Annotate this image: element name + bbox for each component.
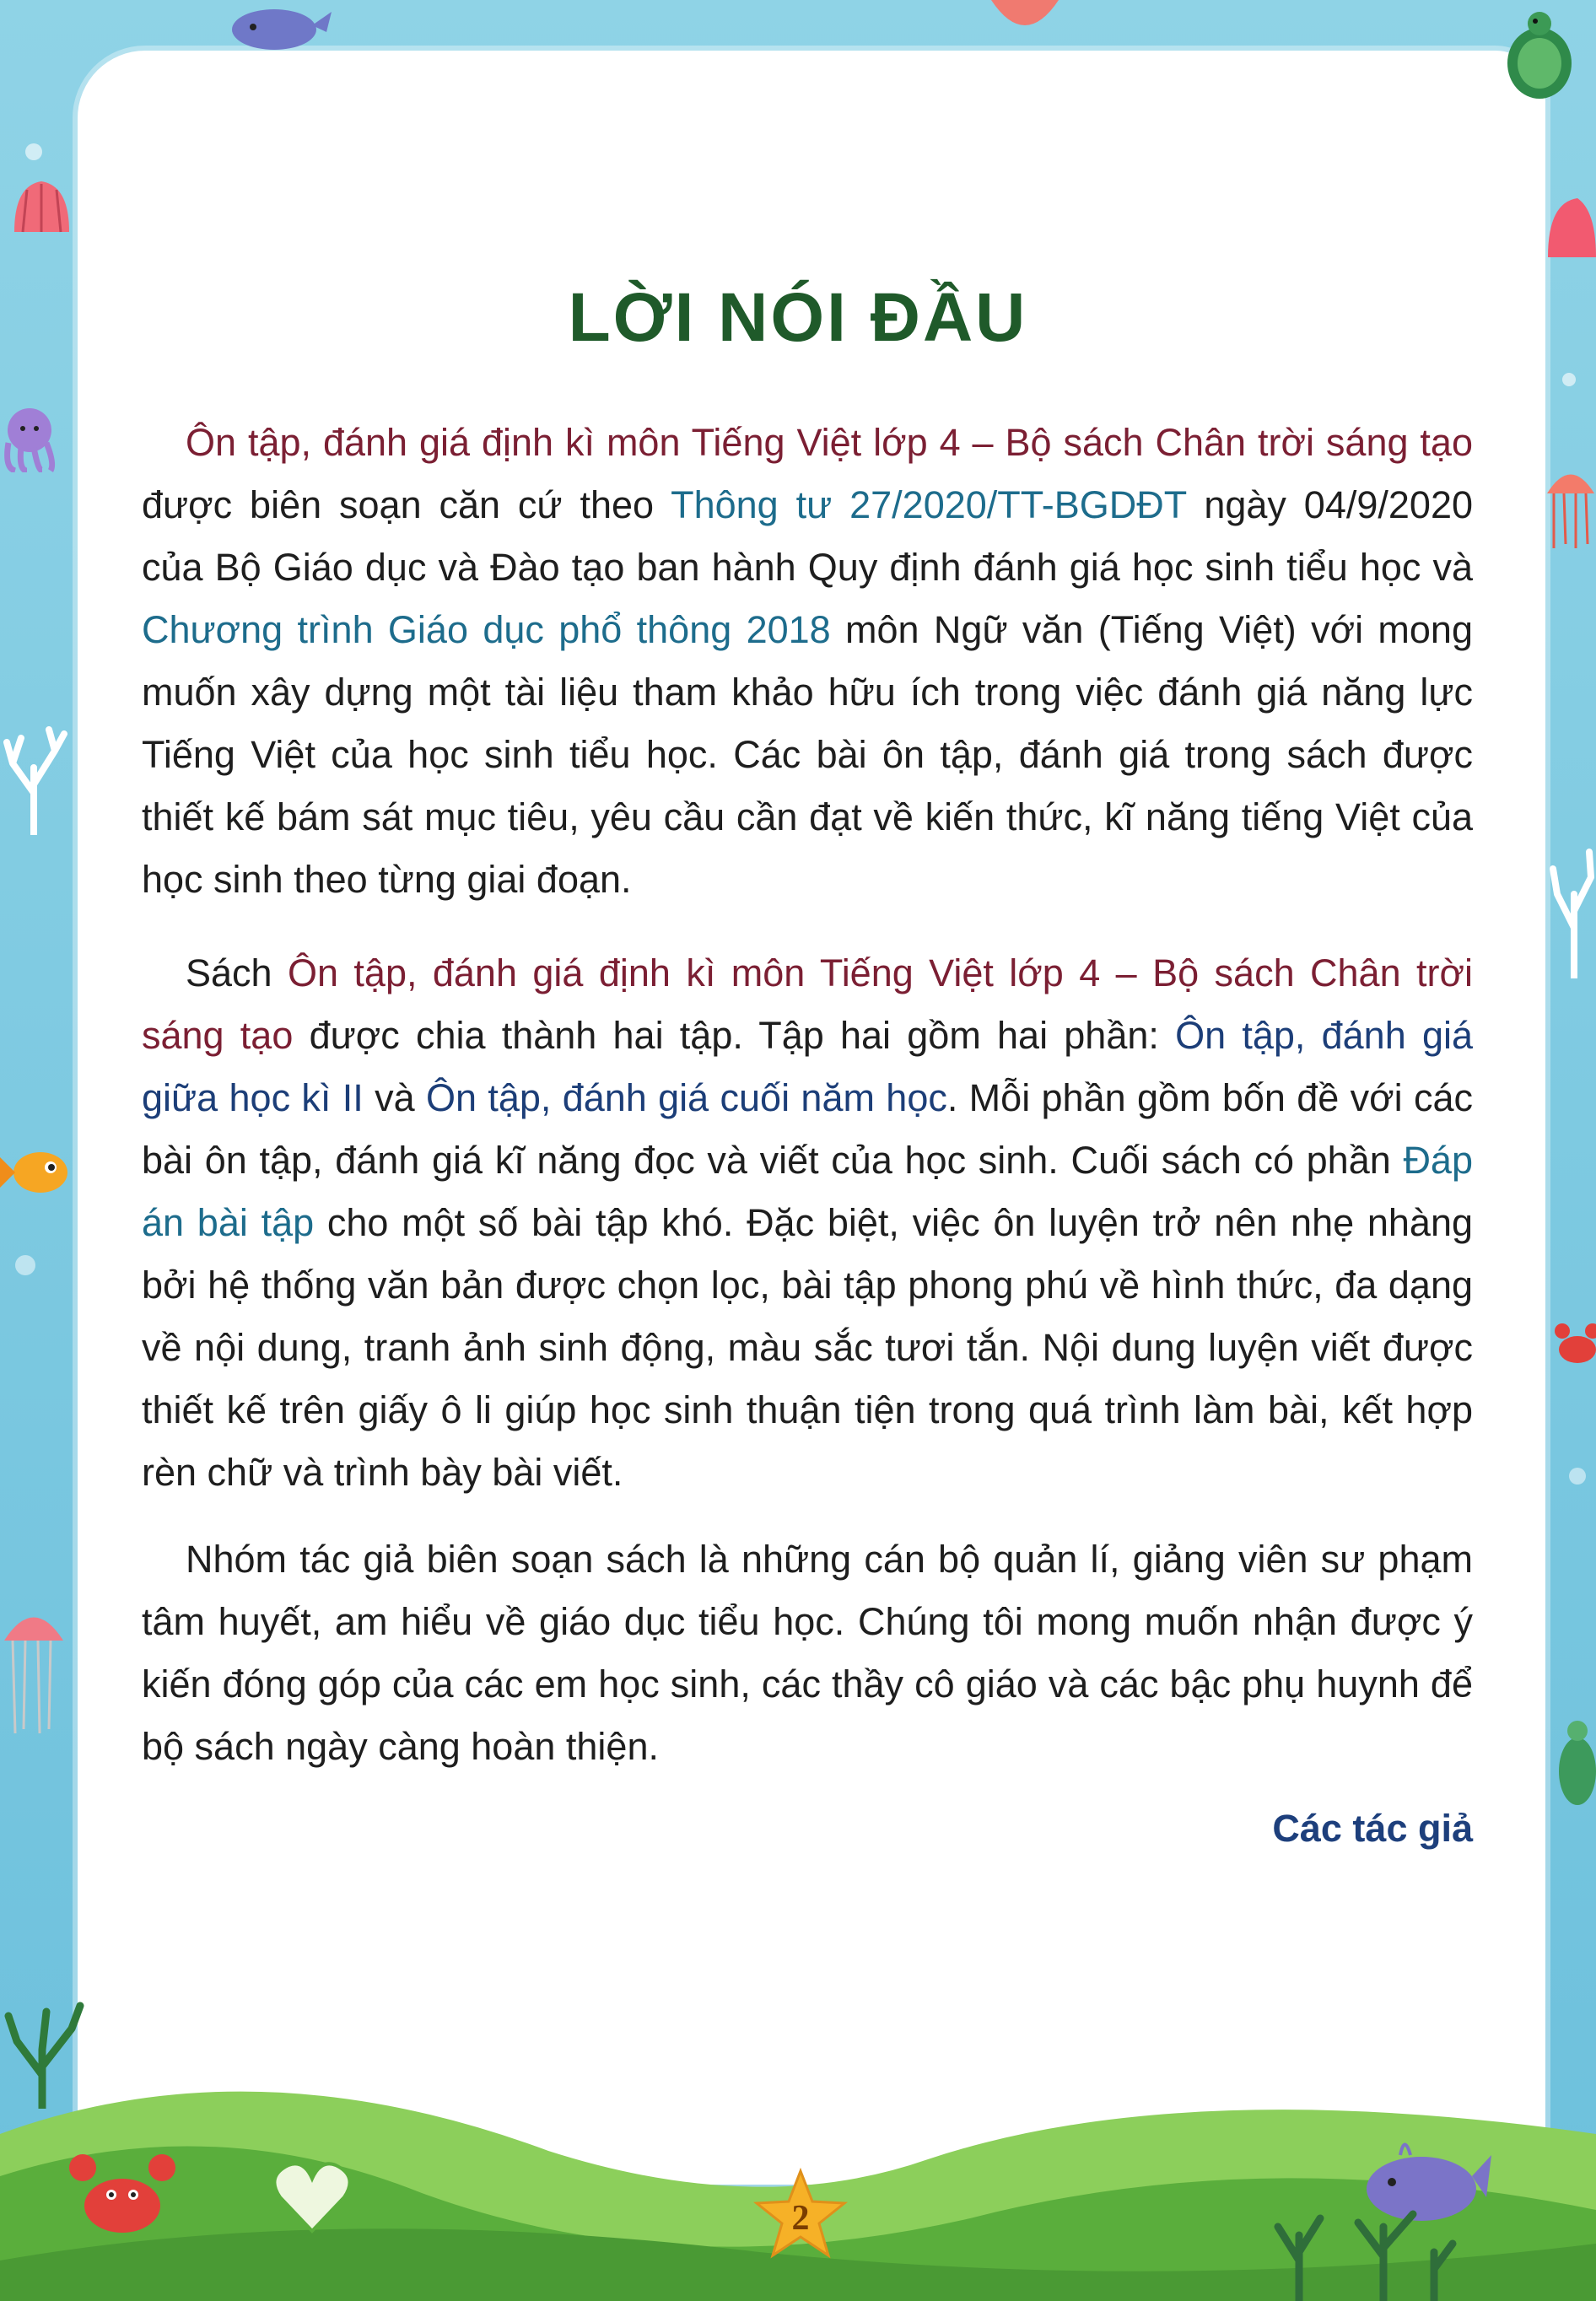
shell-icon: [987, 0, 1063, 34]
paragraph-structure: [142, 942, 1473, 1504]
paragraph-authors: [142, 1528, 1473, 1778]
shell-icon: [10, 177, 73, 236]
coral-icon: [0, 717, 67, 835]
paragraph-text: cho một số bài tập khó. Đặc biệt, việc ôn luyện trở nên nhẹ nhàng bởi hệ thống văn bản được chọn lọc, bài tập phong phú về hình thức, đa dạng về nội dung, tranh ảnh sinh động, màu sắc tươi tắn. Nội dung luyện viết được thiết kế trên giấy ô li giúp học sinh thuận tiện trong quá trình làm bài, kết hợp rèn chữ và trình bày bài viết.: [142, 1201, 1473, 1494]
paragraph-text: được biên soạn căn cứ theo: [142, 483, 671, 526]
page-number: 2: [791, 2199, 810, 2238]
turtle-icon: [1493, 8, 1586, 110]
paragraph-text: môn Ngữ văn (Tiếng Việt) với mong muốn xây dựng một tài liệu tham khảo hữu ích trong việc đánh giá năng lực Tiếng Việt của học sinh tiểu học. Các bài ôn tập, đánh giá trong sách được thiết kế bám sát mục tiêu, yêu cầu cần đạt về kiến thức, kĩ năng tiếng Việt của học sinh theo từng giai đoạn.: [142, 608, 1473, 901]
coral-icon: [1549, 843, 1596, 978]
heart-icon: [270, 2155, 354, 2239]
octopus-icon: [0, 405, 59, 472]
book-title-highlight: Ôn tập, đánh giá định kì môn Tiếng Việt lớp 4 – Bộ sách Chân trời sáng tạo: [186, 421, 1473, 464]
paragraph-text: được chia thành hai tập. Tập hai gồm hai phần:: [293, 1014, 1176, 1057]
turtle-icon: [1552, 1712, 1596, 1822]
coral-icon: [1265, 2193, 1459, 2301]
part-two-highlight: Ôn tập, đánh giá cuối năm học: [425, 1076, 947, 1119]
paragraph-text: ngày 04/9/2020 của Bộ Giáo dục và Đào tạo ban hành Quy định đánh giá học sinh tiểu học và: [142, 483, 1474, 589]
paragraph-intro: [142, 412, 1473, 911]
answer-key-highlight: Đáp án bài tập: [142, 1139, 1473, 1244]
shell-icon: [1544, 194, 1596, 261]
paragraph-text: và: [363, 1076, 426, 1119]
part-one-highlight: Ôn tập, đánh giá giữa học kì II: [142, 1014, 1473, 1119]
crab-icon: [1552, 1316, 1596, 1375]
whale-icon: [224, 0, 333, 51]
paragraph-text: Nhóm tác giả biên soạn sách là những cán bộ quản lí, giảng viên sư phạm tâm huyết, am hiểu về giáo dục tiểu học. Chúng tôi mong muốn nhận được ý kiến đóng góp của các em học sinh, các thầy cô giáo và các bậc phụ huynh để bộ sách ngày càng hoàn thiện.: [142, 1538, 1473, 1768]
crab-icon: [67, 2142, 177, 2244]
paragraph-text: Sách: [186, 951, 288, 994]
signature: Các tác giả: [1272, 1807, 1473, 1850]
jellyfish-icon: [1545, 460, 1596, 552]
circular-reference-highlight: Thông tư 27/2020/TT-BGDĐT: [671, 483, 1187, 526]
book-title-highlight: Ôn tập, đánh giá định kì môn Tiếng Việt lớp 4 – Bộ sách Chân trời sáng tạo: [142, 951, 1473, 1057]
page-title: LỜI NÓI ĐẦU: [568, 279, 1028, 356]
curriculum-highlight: Chương trình Giáo dục phổ thông 2018: [142, 608, 831, 651]
jellyfish-icon: [0, 1594, 67, 1738]
paragraph-text: . Mỗi phần gồm bốn đề với các bài ôn tập, đánh giá kĩ năng đọc và viết của học sinh. Cuối sách có phần: [142, 1076, 1474, 1182]
fish-icon: [0, 1139, 72, 1206]
coral-icon: [0, 1999, 93, 2109]
